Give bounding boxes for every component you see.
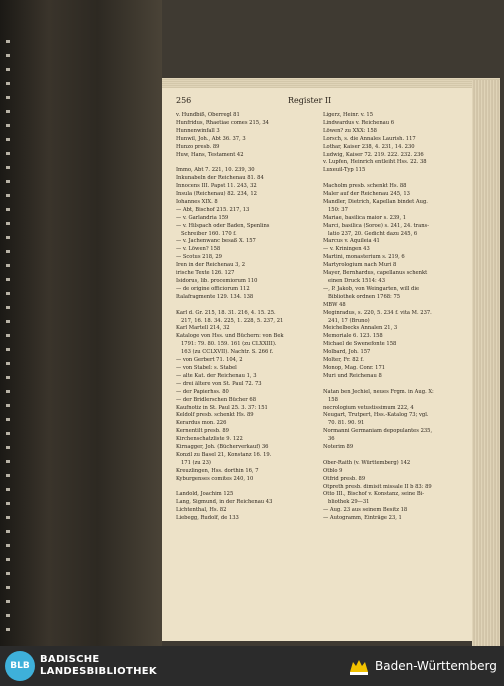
- right-index-entry: Marcus v. Aquileia 41: [323, 238, 380, 245]
- binding-stitches: [6, 40, 10, 640]
- right-index-entry: — Aug. 23 aus seinem Besitz 18: [323, 507, 408, 514]
- left-index-entry: Schreiber 160. 170 f.: [181, 230, 237, 237]
- right-index-entry: 150: 37: [328, 206, 348, 213]
- left-index-entry: Lichtenthal, Hs. 82: [176, 507, 227, 514]
- bw-lions-icon: [348, 656, 370, 676]
- left-index-entry: Hunfridus, Rhaetiae comes 215, 34: [176, 119, 269, 126]
- right-index-entry: Otpreth presb. dimisit missale II b 83: 89: [323, 483, 432, 490]
- right-index-entry: Mariae, basilica maior s. 239, 1: [323, 214, 407, 221]
- left-index-entry: — der Papierhss. 80: [176, 388, 229, 395]
- right-index-entry: Lindwardus v. Reichenau 6: [323, 119, 395, 126]
- right-index-entry: Memoriale 6. 123. 158: [323, 333, 383, 340]
- left-index-entry: Isidorus, lib. procemiorum 110: [176, 278, 258, 285]
- left-index-entry: Hunnenwinfall 3: [176, 127, 220, 134]
- left-index-entry: 171 (zu 23): [181, 459, 211, 466]
- right-index-entry: —, P. Jakob, von Weingarten, will die: [323, 285, 420, 292]
- left-index-entry: Italafragmente 129. 134. 138: [176, 293, 254, 300]
- left-index-entry: Kreuzlingen, Hss. dorthin 16, 7: [176, 467, 259, 474]
- right-index-entry: Meginradus, s. 220, 5. 234 f. vita M. 237.: [323, 309, 432, 316]
- right-index-entry: 241, 17 (Bruno): [328, 317, 370, 324]
- right-index-entry: Martini, monasterium s. 219, 6: [323, 254, 405, 261]
- left-index-entry: 217, 16. 18. 34. 225, 1. 228, 5. 237, 21: [181, 317, 284, 324]
- right-index-entry: Bibliothek ordnen 1768: 75: [328, 293, 401, 300]
- left-index-entry: — der Bridlerschen Bücher 68: [176, 396, 257, 403]
- left-index-entry: Hunwil, Joh., Abt 36. 37, 3: [176, 135, 246, 142]
- left-index-entry: Inkunabeln der Reichenau 81. 84: [176, 175, 264, 182]
- right-index-entry: latio 237, 20. Gedicht dazu 245, 6: [328, 230, 418, 237]
- right-index-entry: v. Lupfen, Heinrich entleiht Hss. 22. 38: [323, 159, 427, 166]
- right-index-entry: Otfrid presb. 89: [323, 475, 366, 482]
- blb-line2: LANDESBIBLIOTHEK: [40, 666, 157, 677]
- left-index-entry: Innocens III. Papst 11. 243, 32: [176, 183, 257, 190]
- left-index-entry: Kirchenschatzliste 9. 122: [176, 436, 243, 443]
- right-index-entry: Luxeuil-Typ 115: [323, 167, 366, 174]
- left-index-entry: — drei ältere von St. Paul 72. 73: [176, 380, 262, 387]
- right-index-entry: MBW 48: [323, 301, 346, 308]
- page-edge-stack: [472, 80, 500, 646]
- left-index-entry: — v. Garlandria 159: [176, 214, 229, 221]
- right-index-entry: Macholm presb. schenkt Hs. 88: [323, 183, 407, 190]
- right-index-entry: Otto III., Bischof v. Konstanz, seine Bi-: [323, 491, 425, 498]
- right-index-entry: Ober-Raith (v. Württemberg) 142: [323, 459, 411, 466]
- left-index-entry: Kyburgenses comites 240, 10: [176, 475, 254, 482]
- right-index-entry: Ludwig, Kaiser 72. 219. 222. 232. 236: [323, 151, 424, 158]
- index-column-left: [176, 112, 320, 523]
- right-index-entry: Mandler, Dietrich, Kapellan bindet Aug.: [323, 198, 428, 205]
- right-index-entry: bliothek 29—31: [328, 499, 370, 506]
- left-index-entry: — von Gerbert 71. 104, 2: [176, 357, 243, 364]
- page-edge-top: [162, 78, 500, 88]
- left-index-entry: Iren in der Reichenau 3, 2: [176, 262, 246, 269]
- left-index-entry: Kaufnotiz in St. Paul 25. 3. 37: 151: [176, 404, 268, 411]
- right-index-entry: Lothar, Kaiser 238, 4. 231, 14. 230: [323, 143, 415, 150]
- left-index-entry: Liebegg, Rudolf, de 133: [176, 515, 239, 522]
- left-index-entry: v. Hundbiß, Oberregl 81: [176, 112, 240, 118]
- blb-wordmark[interactable]: [40, 654, 157, 678]
- right-index-entry: einen Druck 1514: 43: [328, 278, 386, 285]
- right-index-entry: Maler auf der Reichenau 245, 13: [323, 191, 410, 198]
- index-column-right: [323, 112, 467, 523]
- left-index-entry: Landold, Joachim 125: [176, 491, 234, 498]
- left-index-entry: Kernentilt presb. 89: [176, 428, 229, 435]
- right-index-entry: necrologium vetustissimum 222, 4: [323, 404, 414, 411]
- left-index-entry: — de origine officiorum 112: [176, 285, 250, 292]
- left-index-entry: Karl d. Gr. 215, 18. 31. 216, 4. 15. 25.: [176, 309, 276, 316]
- right-index-entry: Monop, Mag. Conr. 171: [323, 364, 386, 371]
- left-index-entry: — Abt, Bischof 215. 217, 13: [176, 206, 250, 213]
- right-index-entry: Marci, basilica (Soroe) s. 241, 24. trans-: [323, 222, 429, 229]
- left-index-entry: Hunzo presb. 89: [176, 143, 220, 150]
- right-index-entry: 70. 81. 90. 91: [328, 420, 365, 427]
- left-index-entry: — v. Jachenwanc besaß X. 157: [176, 238, 256, 245]
- left-index-entry: Konzil zu Basel 21, Konstanz 16. 19.: [176, 451, 272, 458]
- book-binding: [0, 0, 162, 646]
- left-index-entry: Kataloge von Hss. und Büchern: von Bek: [176, 333, 284, 340]
- right-index-entry: Natan ben Jechiel, neues Frgm. in Aug. X:: [323, 388, 434, 395]
- right-index-entry: Muri und Reichenau 8: [323, 372, 382, 379]
- left-index-entry: 1791: 79. 80. 159. 161 (zu CLXXIII).: [181, 341, 277, 348]
- left-index-entry: Kerardus mon. 226: [176, 420, 227, 427]
- viewer-footer-bar: [0, 646, 504, 686]
- left-index-entry: — v. Löwen? 158: [176, 246, 221, 253]
- running-header: Register II: [288, 96, 332, 105]
- left-index-entry: — alte Kat. der Reichenau 1, 3: [176, 372, 257, 379]
- left-index-entry: irische Texte 126. 127: [176, 270, 235, 277]
- right-index-entry: Otblo 9: [323, 467, 343, 474]
- left-index-entry: Lang, Sigmund, in der Reichenau 43: [176, 499, 273, 506]
- right-index-entry: Mayer, Bernhardus, capellanus schenkt: [323, 270, 428, 277]
- right-index-entry: — v. Kriningen 43: [323, 246, 370, 253]
- left-index-entry: — v. Hilspach oder Baden, Spenlins: [176, 222, 270, 229]
- right-index-entry: Ligerz, Heinr. v. 15: [323, 112, 374, 118]
- right-index-entry: Normanni Germaniam depopulantes 235,: [323, 428, 433, 435]
- left-index-entry: Immo, Abt 7. 221, 10. 239, 30: [176, 167, 255, 174]
- left-index-entry: 163 (zu CCLXVII). Nachtr. S. 266 f.: [181, 349, 274, 356]
- right-index-entry: Michael de Swenefonte 158: [323, 341, 397, 348]
- blb-logo-icon[interactable]: BLB: [5, 651, 35, 681]
- left-index-entry: Keldolf presb. schenkt Hs. 89: [176, 412, 254, 419]
- right-index-entry: — Autogramm, Einträge 23, 1: [323, 515, 402, 522]
- right-index-entry: Molbard, Joh. 157: [323, 349, 371, 356]
- left-index-entry: Insula (Reichenau) 82. 234, 12: [176, 191, 257, 198]
- right-index-entry: 36: [328, 436, 335, 443]
- left-index-entry: Iohannes XIX. 8: [176, 198, 218, 205]
- left-index-entry: — Scotus 218, 29: [176, 254, 222, 261]
- left-index-entry: Karl Martell 214, 32: [176, 325, 230, 332]
- bw-wordmark[interactable]: Baden-Württemberg: [375, 659, 497, 673]
- right-index-entry: Lorsch, s. die Annales Laurish. 117: [323, 135, 416, 142]
- right-index-entry: Neugart, Trutpert, Hss.-Katalog 73; vgl.: [323, 412, 429, 419]
- right-index-entry: Molter, Fr. 82 f.: [323, 357, 364, 364]
- page-number: 256: [176, 96, 192, 105]
- right-index-entry: Meichelbecks Annalen 21, 3: [323, 325, 398, 332]
- right-index-entry: Martyrologium nach Muri 8: [323, 262, 397, 269]
- left-index-entry: Huw, Hans, Testament 42: [176, 151, 244, 158]
- blb-line1: BADISCHE: [40, 654, 100, 665]
- left-index-entry: Kirnagger, Joh. (Bücherverkauf) 36: [176, 444, 269, 451]
- right-index-entry: Löwen? zu XXX: 158: [323, 127, 377, 134]
- right-index-entry: Noterim 89: [323, 444, 354, 451]
- right-index-entry: 158: [328, 396, 338, 403]
- left-index-entry: — von Stabel: s. Stabel: [176, 364, 237, 371]
